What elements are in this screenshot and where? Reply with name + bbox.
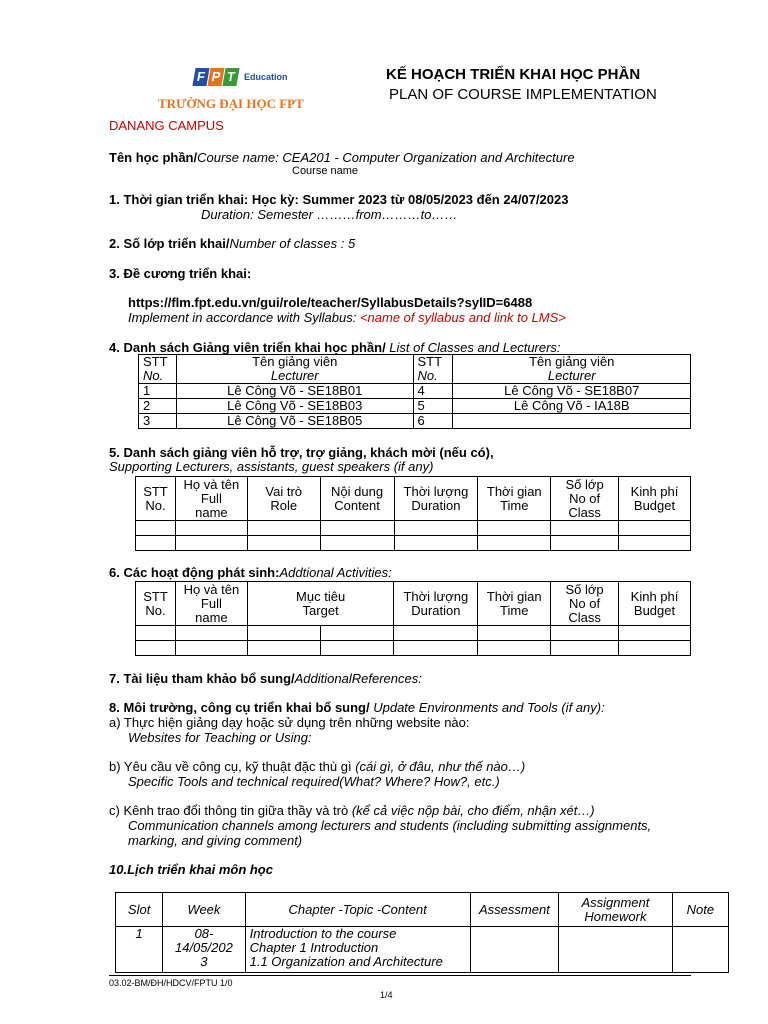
table-row <box>136 536 691 551</box>
lecturer-table <box>138 354 691 429</box>
cell-week <box>163 927 245 973</box>
section-7-label-en: AdditionalReferences: <box>294 671 422 686</box>
header-note: Note <box>672 893 728 927</box>
header-cell: Thời lượng Duration <box>394 477 478 521</box>
lecturer-label: Lecturer <box>547 368 596 383</box>
cell-lecturer: Lê Công Võ - SE18B01 <box>176 384 413 399</box>
cell-no: 3 <box>139 414 177 429</box>
header-cell: Kinh phí Budget <box>619 477 691 521</box>
cell-lecturer <box>453 414 691 429</box>
support-header-row <box>136 477 691 521</box>
cell-no: 1 <box>139 384 177 399</box>
no-label: No. <box>143 368 164 383</box>
section-3-label: 3. Đề cương triển khai: <box>109 266 252 281</box>
section-4-heading <box>109 340 561 355</box>
no-label: No. <box>417 368 438 383</box>
cell-assessment <box>470 927 558 973</box>
section-7-label: 7. Tài liệu tham khảo bổ sung/ <box>109 671 295 686</box>
header-cell: Kinh phí Budget <box>619 582 691 626</box>
schedule-header-row <box>116 893 729 927</box>
activities-table <box>135 581 691 656</box>
section-8a: a) Thực hiện giảng dạy hoặc sử dụng trên những website nào: <box>109 715 470 730</box>
table-row <box>136 626 691 641</box>
name-label: Tên giảng viên <box>529 354 615 369</box>
name-label: Tên giảng viên <box>252 354 338 369</box>
page-title: KẾ HOẠCH TRIỂN KHAI HỌC PHẦN <box>386 66 641 83</box>
lecturer-label: Lecturer <box>270 368 319 383</box>
section-8c-en-1: Communication channels among lecturers and students (including submitting assignments, <box>128 818 652 833</box>
topic-line: Introduction to the course <box>249 926 397 941</box>
header-cell: Mục tiêu Target <box>247 582 394 626</box>
header-cell: Vai trò Role <box>247 477 320 521</box>
syllabus-link[interactable]: https://flm.fpt.edu.vn/gui/role/teacher/SyllabusDetails?sylID=6488 <box>128 295 533 310</box>
header-cell: Thời gian Time <box>478 582 551 626</box>
topic-line: Chapter 1 Introduction <box>249 940 379 955</box>
support-table <box>135 476 691 551</box>
cell-lecturer: Lê Công Võ - IA18B <box>453 399 691 414</box>
section-8b-italic: (cái gì, ở đâu, như thế nào…) <box>355 759 526 774</box>
activities-header-row <box>136 582 691 626</box>
implement-placeholder: <name of syllabus and link to LMS> <box>359 310 566 325</box>
page-subtitle: PLAN OF COURSE IMPLEMENTATION <box>389 86 657 103</box>
campus: DANANG CAMPUS <box>109 118 224 133</box>
logo-university: TRƯỜNG ĐẠI HỌC FPT <box>158 96 304 111</box>
section-1-duration: 1. Thời gian triển khai: Học kỳ: Summer 2023 từ 08/05/2023 đến 24/07/2023 <box>109 192 569 207</box>
fpt-logo <box>158 68 308 112</box>
cell-no: 6 <box>413 414 453 429</box>
header-cell: Số lớp No of Class <box>551 477 619 521</box>
section-8c-italic: (kể cả việc nộp bài, cho điểm, nhận xét…) <box>351 803 595 818</box>
section-8c-text: c) Kênh trao đổi thông tin giữa thầy và trò <box>109 803 352 818</box>
table-row <box>139 399 691 414</box>
header-cell: Họ và tên Full name <box>175 582 247 626</box>
header-cell: Số lớp No of Class <box>551 582 619 626</box>
section-6-label: 6. Các hoạt động phát sinh: <box>109 565 280 580</box>
section-6-label-en: Addtional Activities: <box>279 565 392 580</box>
section-8-label: 8. Môi trường, công cụ triển khai bổ sung/ <box>109 700 370 715</box>
section-4-label: 4. Danh sách Giảng viên triển khai học phần/ <box>109 340 386 355</box>
stt-label: STT <box>417 354 443 369</box>
section-2-classes <box>109 236 355 251</box>
section-10-label: 10.Lịch triển khai môn học <box>109 862 273 877</box>
section-8-heading <box>109 700 605 715</box>
cell-no: 5 <box>413 399 453 414</box>
course-label-en: Course name: CEA201 - Computer Organization and Architecture <box>197 150 575 165</box>
stt-label: STT <box>143 354 168 369</box>
cell-topic <box>245 927 470 973</box>
header-topic: Chapter -Topic -Content <box>245 893 470 927</box>
cell-note <box>672 927 728 973</box>
cell-no: 4 <box>413 384 453 399</box>
cell-lecturer: Lê Công Võ - SE18B03 <box>176 399 413 414</box>
logo-letter-f: F <box>192 68 209 86</box>
section-8c-en-2: marking, and giving comment) <box>128 833 303 848</box>
section-1-sub: Duration: Semester ………from………to…… <box>201 207 458 222</box>
section-2-label: 2. Số lớp triển khai/ <box>109 236 230 251</box>
week-line: 3 <box>200 954 208 969</box>
header-lecturer-right <box>453 355 691 384</box>
logo-letter-t: T <box>222 68 239 86</box>
cell-lecturer: Lê Công Võ - SE18B05 <box>176 414 413 429</box>
header-cell: Nội dung Content <box>320 477 394 521</box>
section-8-label-en: Update Environments and Tools (if any): <box>369 700 605 715</box>
section-7-heading <box>109 671 422 686</box>
section-6-heading <box>109 565 392 580</box>
section-5-label-en: Supporting Lecturers, assistants, guest speakers (if any) <box>109 459 434 474</box>
week-line: 14/05/202 <box>174 940 233 955</box>
header-assessment: Assessment <box>470 893 558 927</box>
logo-education: Education <box>244 72 288 82</box>
section-8b-en: Specific Tools and technical required(What? Where? How?, etc.) <box>128 774 500 789</box>
schedule-table <box>115 892 729 973</box>
cell-lecturer: Lê Công Võ - SE18B07 <box>453 384 691 399</box>
section-8b-text: b) Yêu cầu về công cụ, kỹ thuật đặc thù gì <box>109 759 356 774</box>
cell-no: 2 <box>139 399 177 414</box>
table-row <box>136 641 691 656</box>
cell-slot: 1 <box>116 927 163 973</box>
cell-assignment <box>559 927 673 973</box>
header-cell: STT No. <box>136 582 176 626</box>
table-row <box>139 384 691 399</box>
header-cell: STT No. <box>136 477 176 521</box>
table-row <box>116 927 729 973</box>
lecturer-header-row <box>139 355 691 384</box>
header-cell: Thời gian Time <box>478 477 551 521</box>
section-8a-en: Websites for Teaching or Using: <box>128 730 312 745</box>
header-stt-right <box>413 355 453 384</box>
homework-label: Homework <box>584 908 647 924</box>
header-cell: Họ và tên Full name <box>175 477 247 521</box>
header-assignment <box>559 893 673 927</box>
logo-letter-p: P <box>207 68 224 86</box>
course-label-vi: Tên học phần/ <box>109 150 198 165</box>
course-name <box>109 150 575 165</box>
page-number: 1/4 <box>380 990 393 1000</box>
week-line: 08- <box>194 926 214 941</box>
section-2-value: Number of classes : 5 <box>229 236 356 251</box>
footer-code: 03.02-BM/ĐH/HDCV/FPTU 1/0 <box>109 978 233 988</box>
section-8c <box>109 803 595 818</box>
fpt-letters <box>194 68 238 86</box>
header-week: Week <box>163 893 245 927</box>
topic-line: 1.1 Organization and Architecture <box>249 954 443 969</box>
implement-text: Implement in accordance with Syllabus: <box>128 310 360 325</box>
section-3-implement <box>128 310 566 325</box>
header-stt-left <box>139 355 177 384</box>
section-5-label: 5. Danh sách giảng viên hỗ trợ, trợ giảng, khách mời (nếu có), <box>109 445 494 460</box>
header-lecturer-left <box>176 355 413 384</box>
course-caption: Course name <box>292 165 359 177</box>
table-row <box>139 414 691 429</box>
header-slot: Slot <box>116 893 163 927</box>
assignment-label: Assignment <box>581 894 650 910</box>
header-cell: Thời lượng Duration <box>394 582 478 626</box>
section-8b <box>109 759 525 774</box>
section-4-label-en: List of Classes and Lecturers: <box>385 340 561 355</box>
table-row <box>136 521 691 536</box>
